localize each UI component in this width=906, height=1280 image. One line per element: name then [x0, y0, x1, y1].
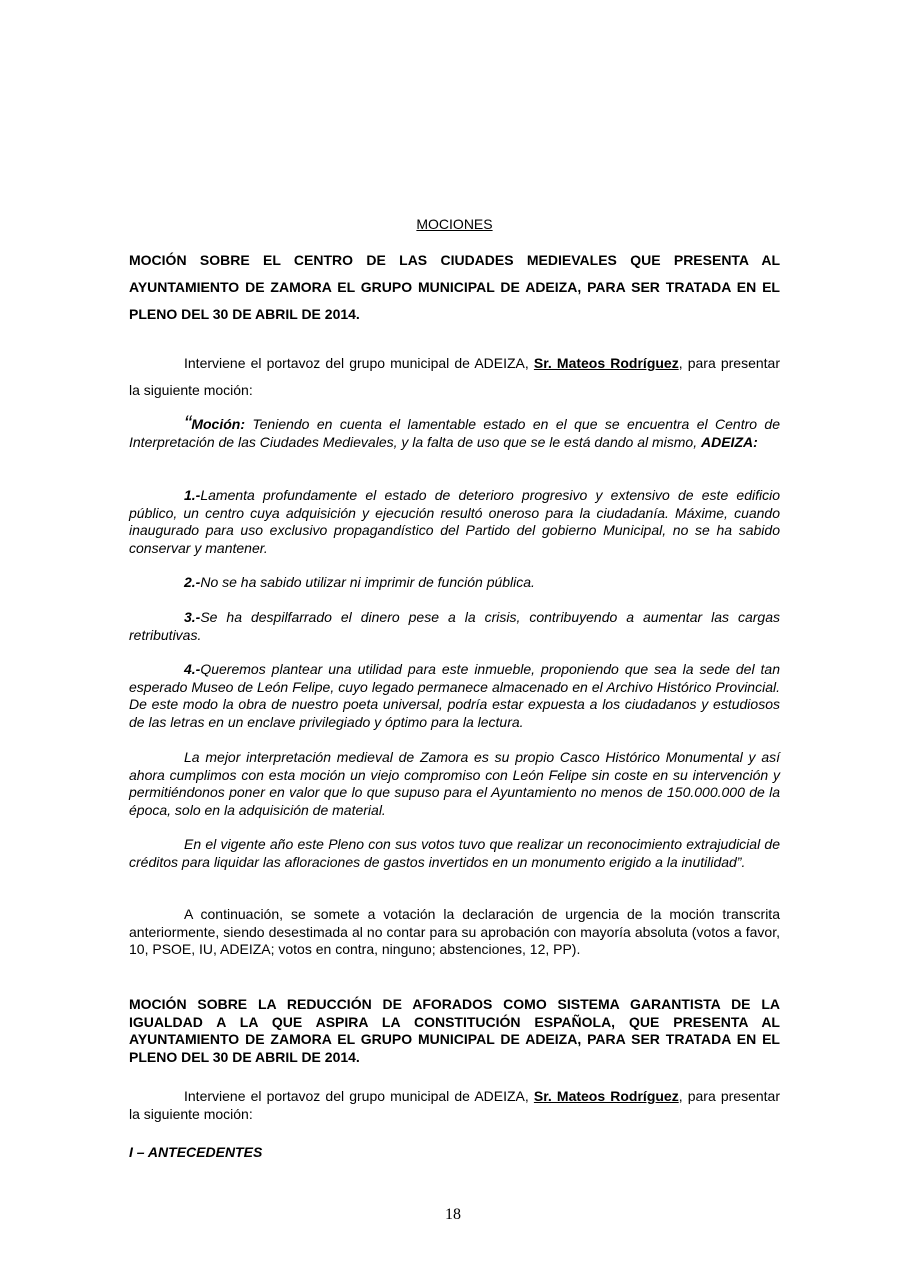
paragraph-pleno: En el vigente año este Pleno con sus votos tuvo que realizar un reconocimiento extrajudicial de créditos para liquidar las afloraciones de gastos invertidos en un monumento erigido a la inutilidad”. — [129, 836, 780, 870]
point-1 — [129, 487, 780, 557]
page-number: 18 — [445, 1206, 461, 1223]
motion1-title: MOCIÓN SOBRE EL CENTRO DE LAS CIUDADES MEDIEVALES QUE PRESENTA AL AYUNTAMIENTO DE ZAMORA EL GRUPO MUNICIPAL DE ADEIZA, PARA SER TRATADA EN EL PLENO DEL 30 DE ABRIL DE 2014. — [129, 252, 780, 322]
motion1-intro-tail: , para presentar la siguiente moción: — [129, 355, 780, 398]
point-number: 2.- — [184, 574, 201, 590]
point-4 — [129, 661, 780, 731]
point-text: No se ha sabido utilizar ni imprimir de función pública. — [200, 574, 535, 590]
point-number: 3.- — [184, 609, 201, 625]
mocion-text: Teniendo en cuenta el lamentable estado en el que se encuentra el Centro de Interpretación de las Ciudades Medievales, y la falta de uso que se le está dando al mismo, — [129, 416, 780, 450]
point-3 — [129, 609, 780, 644]
point-number: 4.- — [184, 661, 201, 677]
motion1-intro-text: Interviene el portavoz del grupo municipal de ADEIZA, — [184, 355, 534, 371]
motion2-title: MOCIÓN SOBRE LA REDUCCIÓN DE AFORADOS COMO SISTEMA GARANTISTA DE LA IGUALDAD A LA QUE ASPIRA LA CONSTITUCIÓN ESPAÑOLA, QUE PRESENTA AL AYUNTAMIENTO DE ZAMORA EL GRUPO MUNICIPAL DE ADEIZA, PARA SER TRATADA EN EL PLENO DEL 30 DE ABRIL DE 2014. — [129, 996, 780, 1065]
point-text: Queremos plantear una utilidad para este inmueble, proponiendo que sea la sede del tan esperado Museo de León Felipe, cuyo legado permanece almacenado en el Archivo Histórico Provincial. De este modo la obra de nuestro poeta universal, podría estar expuesta a los ciudadanos y estudiosos de las letras en un enclave privilegiado y óptimo para la lectura. — [129, 661, 780, 730]
antecedentes-heading: I – ANTECEDENTES — [129, 1144, 263, 1160]
motion1-intro — [129, 350, 780, 404]
mocion-party: ADEIZA: — [701, 433, 758, 450]
point-number: 1.- — [184, 487, 201, 503]
open-quote: “ — [184, 411, 192, 436]
vote-result: A continuación, se somete a votación la declaración de urgencia de la moción transcrita anteriormente, siendo desestimada al no contar para su aprobación con mayoría absoluta (votos a favor, 10, PSOE, IU, ADEIZA; votos en contra, ninguno; abstenciones, 12, PP). — [129, 906, 780, 957]
point-text: Se ha despilfarrado el dinero pese a la crisis, contribuyendo a aumentar las cargas retributivas. — [129, 609, 780, 643]
motion1-preamble — [129, 411, 780, 451]
motion2-speaker: Sr. Mateos Rodríguez — [533, 1088, 679, 1104]
paragraph-interpretacion: La mejor interpretación medieval de Zamora es su propio Casco Histórico Monumental y así ahora cumplimos con esta moción un viejo compromiso con León Felipe sin coste en su intervención y permitiéndonos poner en valor que lo que supuso para el Ayuntamiento no menos de 150.000.000 de la época, solo en la adquisición de material. — [129, 749, 780, 818]
motion2-intro — [129, 1088, 780, 1123]
point-2 — [129, 574, 780, 592]
motion2-intro-tail: , para presentar la siguiente moción: — [129, 1088, 780, 1122]
motion2-intro-text: Interviene el portavoz del grupo municipal de ADEIZA, — [184, 1088, 534, 1104]
mocion-label: Moción: — [191, 416, 245, 432]
point-text: Lamenta profundamente el estado de deterioro progresivo y extensivo de este edificio público, un centro cuya adquisición y ejecución resultó oneroso para la ciudadanía. Máxime, cuando inaugurado para uso exclusivo propagandístico del Partido del gobierno Municipal, no se ha sabido conservar y mantener. — [129, 487, 780, 556]
section-title: MOCIONES — [416, 216, 493, 232]
motion1-speaker: Sr. Mateos Rodríguez — [533, 355, 679, 371]
